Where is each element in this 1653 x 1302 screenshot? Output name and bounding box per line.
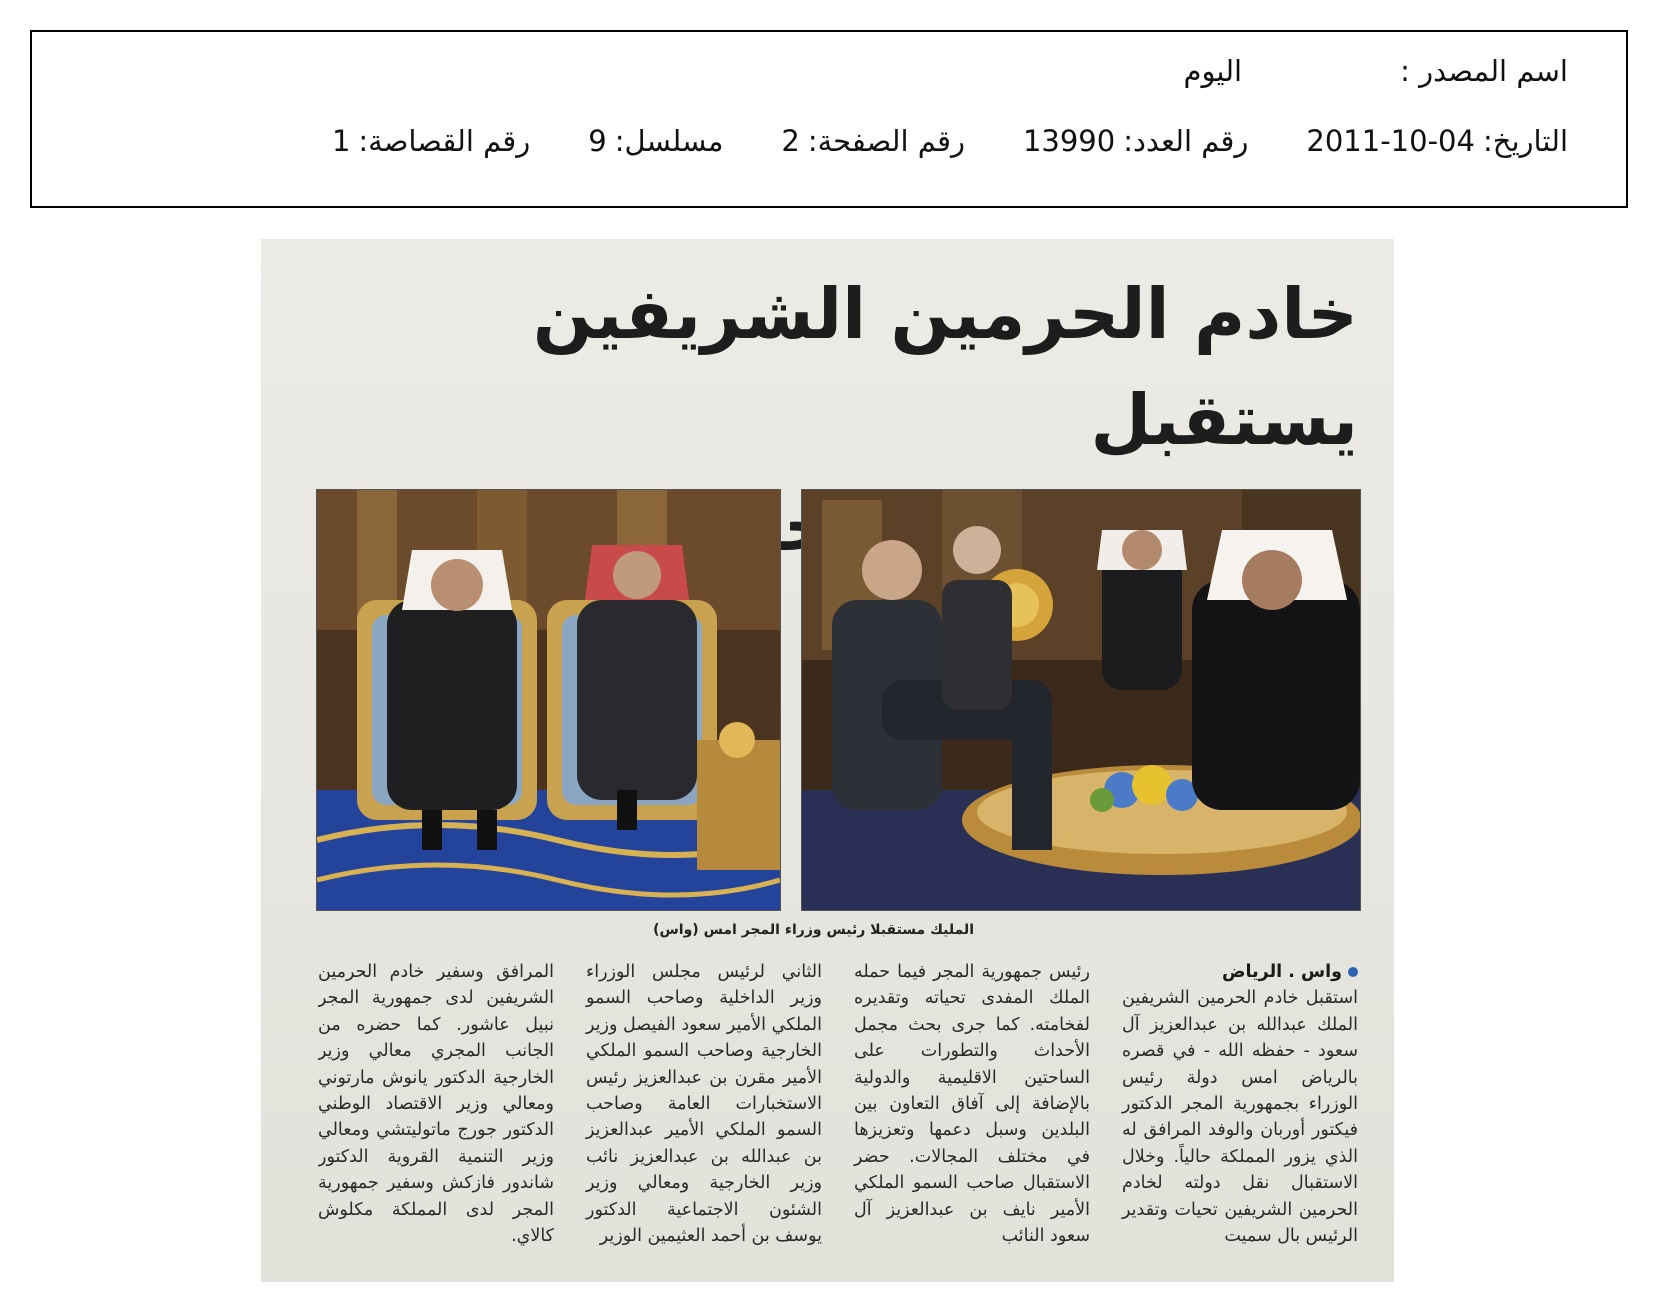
- byline-text: واس . الرياض: [1222, 962, 1342, 982]
- clip-value: 1: [331, 124, 351, 158]
- serial-field: [588, 124, 723, 158]
- article-column-3: [586, 959, 822, 1282]
- clip-field: [332, 124, 530, 158]
- source-row: [1184, 54, 1569, 88]
- article-body: [318, 959, 1358, 1282]
- page-field: [781, 124, 965, 158]
- date-value: 2011-10-04: [1306, 124, 1475, 158]
- metadata-box: [30, 30, 1628, 208]
- issue-value: 13990: [1022, 124, 1116, 158]
- column-1-text: استقبل خادم الحرمين الشريفين الملك عبدالله بن عبدالعزيز آل سعود - حفظه الله - في قصره بالرياض امس دولة رئيس الوزراء بجمهورية المجر الدكتور فيكتور أوربان والوفد المرافق له الذي يزور المملكة حالياً. وخلال الاستقبال نقل دولته لخادم الحرمين الشريفين تحيات وتقدير الرئيس بال سميت: [1122, 988, 1358, 1247]
- article-column-2: [854, 959, 1090, 1282]
- date-field: [1306, 124, 1568, 158]
- bullet-icon: [1348, 967, 1358, 977]
- newspaper-clipping: [261, 239, 1394, 1282]
- photo-king-receiving-pm: [801, 489, 1361, 911]
- source-value: اليوم: [1183, 54, 1243, 88]
- byline: [1122, 959, 1358, 985]
- photo-caption: المليك مستقبلا رئيس وزراء المجر امس (واس): [653, 922, 974, 938]
- column-4-text: المرافق وسفير خادم الحرمين الشريفين لدى جمهورية المجر نبيل عاشور. كما حضره من الجانب المجري معالي وزير الخارجية الدكتور يانوش مارتوني ومعالي وزير الاقتصاد الوطني الدكتور جورج ماتوليتشي ومعالي وزير التنمية القروية الدكتور شاندور فازكش وسفير جمهورية المجر لدى المملكة مكلوش كالاي.: [318, 962, 554, 1247]
- source-field: [1392, 54, 1568, 88]
- photo-princes-image: [317, 490, 780, 910]
- column-2-text: رئيس جمهورية المجر فيما حمله الملك المفدى تحياته وتقديره لفخامته. كما جرى بحث مجمل الأحداث والتطورات على الساحتين الاقليمية والدولية بالإضافة إلى آفاق التعاون بين البلدين وسبل دعمها وتعزيزها في مختلف المجالات. حضر الاستقبال صاحب السمو الملكي الأمير نايف بن عبدالعزيز آل سعود النائب: [854, 962, 1090, 1247]
- serial-label: مسلسل:: [614, 124, 724, 158]
- page-label: رقم الصفحة:: [807, 124, 965, 158]
- issue-field: [1023, 124, 1248, 158]
- page-value: 2: [781, 124, 800, 158]
- article-column-4: [318, 959, 554, 1282]
- photo-princes-seated: [316, 489, 781, 911]
- date-label: التاريخ:: [1482, 124, 1568, 158]
- column-3-text: الثاني لرئيس مجلس الوزراء وزير الداخلية وصاحب السمو الملكي الأمير سعود الفيصل وزير الخارجية وصاحب السمو الملكي الأمير مقرن بن عبدالعزيز رئيس الاستخبارات العامة وصاحب السمو الملكي الأمير عبدالعزيز بن عبدالله بن عبدالعزيز نائب وزير الخارجية ومعالي وزير الشئون الاجتماعية الدكتور يوسف بن أحمد العثيمين الوزير: [586, 962, 822, 1247]
- details-row: [332, 124, 1568, 158]
- article-column-1: [1122, 959, 1358, 1282]
- photo-king-image: [802, 490, 1360, 910]
- issue-label: رقم العدد:: [1123, 124, 1249, 158]
- clip-label: رقم القصاصة:: [358, 124, 531, 158]
- serial-value: 9: [588, 124, 607, 158]
- headline-line-1: خادم الحرمين الشريفين يستقبل: [532, 273, 1358, 461]
- source-label: اسم المصدر :: [1400, 54, 1568, 88]
